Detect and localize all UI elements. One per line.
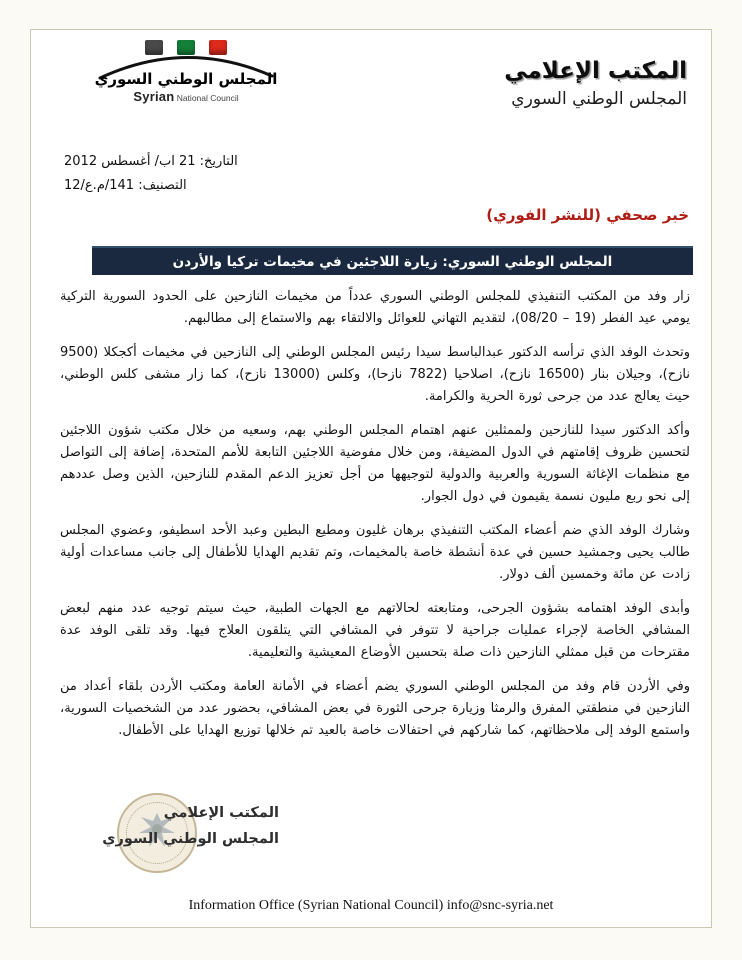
logo-english-bold: Syrian <box>133 89 175 104</box>
press-paragraph: زار وفد من المكتب التنفيذي للمجلس الوطني السوري عدداً من مخيمات النازحين على الحدود السورية التركية يومي عيد الفطر (19 – 08/20)، لتقديم التهاني للعوائل والالتقاء بهم والاستماع إلى مطالبهم. <box>60 289 690 326</box>
footer-text: Information Office (Syrian National Council) info@snc-syria.net <box>188 898 554 913</box>
press-paragraph: وأبدى الوفد اهتمامه بشؤون الجرحى، ومتابعته لحالاتهم مع الجهات الطبية، حيث سيتم توجيه عدد منهم لبعض المشافي الخاصة لإجراء عمليات جراحية لا تتوفر في المشافي التي يتلقون العلاج فيها. وقد تلقى الوفد عدة مقترحات من قبل ممثلي النازحين ذات صلة بتحسين الأوضاع المعيشية والتعليمية. <box>60 601 690 660</box>
flag-green-square-icon <box>177 40 195 55</box>
date-line: التاريخ: 21 اب/ أغسطس 2012 <box>64 154 238 169</box>
logo-arabic-wordmark: المجلس الوطني السوري <box>94 70 278 88</box>
headline-bar <box>92 246 693 275</box>
media-office-subtitle: المجلس الوطني السوري <box>511 89 687 109</box>
snc-logo <box>91 40 281 104</box>
document-meta <box>64 150 238 198</box>
media-office-header <box>504 58 687 109</box>
media-office-title: المكتب الإعلامي <box>504 58 687 84</box>
press-paragraph: وأكد الدكتور سيدا للنازحين ولممثلين عنهم اهتمام المجلس الوطني بهم، وسعيه من خلال مكتب شؤون اللاجئين لتحسين ظروف إقامتهم في الدول المضيفة، ومن خلال مفوضية اللاجئين التابعة للأمم المتحدة، إضافة إلى التواصل مع منظمات الإغاثة السورية والعربية والدولية لتوجيهها من أجل تعزيز الدعم المقدم للنازحين، الذين وصل عددهم إلى نحو ربع مليون نسمة يقيمون في دول الجوار. <box>60 423 690 504</box>
press-paragraph: وشارك الوفد الذي ضم أعضاء المكتب التنفيذي برهان غليون ومطيع البطين وعبد الأحد اسطيفو، وعضوي المجلس طالب يحيى وجمشيد حسين في عدة أنشطة خاصة بالمخيمات، وتم تقديم الهدايا للأطفال إلى جانب مساعدات أولية زادت عن مائة وخمسين ألف دولار. <box>60 523 690 582</box>
document-page <box>30 29 712 928</box>
official-stamp <box>83 775 283 890</box>
classification-line: التصنيف: 141/م.ع/12 <box>64 178 187 193</box>
stamp-line1: المكتب الإعلامي <box>163 805 279 821</box>
flag-red-square-icon <box>209 40 227 55</box>
press-body <box>60 286 690 754</box>
flag-black-square-icon <box>145 40 163 55</box>
press-release-label: خبر صحفي (للنشر الفوري) <box>486 206 689 224</box>
stamp-line2: المجلس الوطني السوري <box>102 831 279 847</box>
logo-english-rest: National Council <box>174 93 239 103</box>
stamp-text <box>102 805 279 847</box>
headline-text: المجلس الوطني السوري: زيارة اللاجئين في مخيمات تركيا والأردن <box>172 253 613 270</box>
press-paragraph: وتحدث الوفد الذي ترأسه الدكتور عبدالباسط سيدا رئيس المجلس الوطني إلى النازحين في مخيمات أكجكلا (9500 نازح)، وجيلان بنار (16500 نازح)، اصلاحيا (7822 نازحا)، وكلس (13000 نازح)، كما زار مشفى كلس الوطني، حيث يعالج عدد من جرحى ثورة الحرية والكرامة. <box>60 345 691 404</box>
press-paragraph: وفي الأردن قام وفد من المجلس الوطني السوري يضم أعضاء في الأمانة العامة ومكتب الأردن بلقاء أعداد من النازحين في منطقتي المفرق والرمثا وزيارة جرحى الثورة في بعض المشافي، بحضور عدد من الشخصيات السورية، واستمع الوفد إلى ملاحظاتهم، كما شاركهم في احتفالات خاصة بالعيد تم خلالها توزيع الهدايا على الأطفال. <box>60 679 690 738</box>
logo-english-wordmark <box>91 89 281 104</box>
flag-squares <box>91 40 281 55</box>
